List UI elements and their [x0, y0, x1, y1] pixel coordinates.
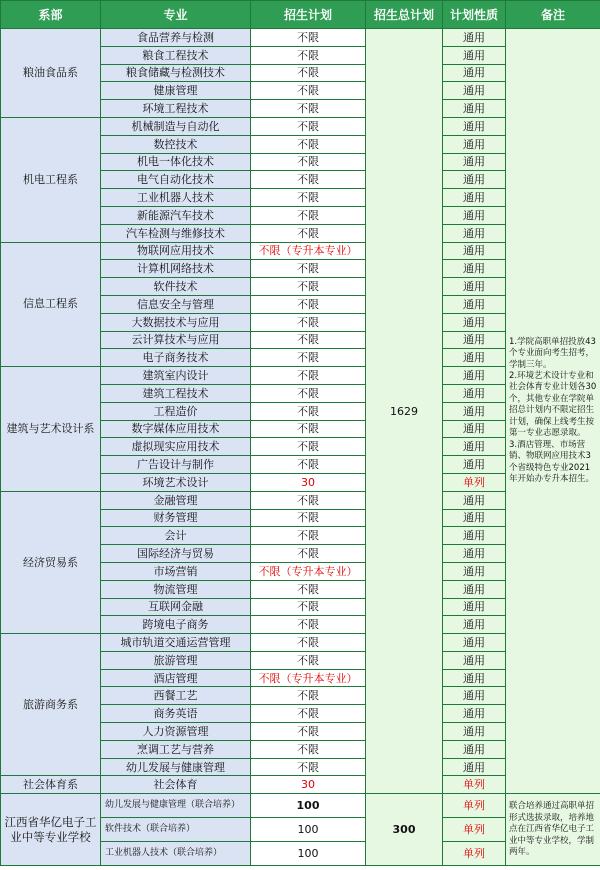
major-name: 人力资源管理	[101, 723, 251, 741]
major-name: 信息安全与管理	[101, 295, 251, 313]
major-name: 西餐工艺	[101, 687, 251, 705]
plan-nature: 通用	[443, 82, 506, 100]
plan-value: 不限	[251, 723, 366, 741]
header-total-plan: 招生总计划	[366, 1, 443, 29]
plan-value: 不限	[251, 438, 366, 456]
plan-value: 不限	[251, 100, 366, 118]
major-name: 建筑工程技术	[101, 384, 251, 402]
plan-value: 不限	[251, 580, 366, 598]
joint-plan-value: 100	[251, 818, 366, 842]
remarks-note: 1.学院高职单招投放43个专业面向考生招考，学制三年。 2.环境艺术设计专业和社会体育专业计划各30个，其他专业在学院单招总计划内不限定招生计划，确保上线考生按第一专业志愿录取。 3.酒店管理、市场营销、物联网应用技术3个省级特色专业2021年开始办专升本招生。	[506, 29, 600, 794]
major-name: 大数据技术与应用	[101, 313, 251, 331]
plan-value: 不限（专升本专业）	[251, 562, 366, 580]
major-name: 环境工程技术	[101, 100, 251, 118]
plan-value: 不限（专升本专业）	[251, 669, 366, 687]
department-name: 社会体育系	[1, 776, 101, 794]
plan-value: 不限	[251, 64, 366, 82]
major-name: 商务英语	[101, 705, 251, 723]
major-name: 工业机器人技术	[101, 189, 251, 207]
plan-nature: 通用	[443, 562, 506, 580]
plan-value: 不限	[251, 420, 366, 438]
plan-nature: 通用	[443, 491, 506, 509]
department-name: 旅游商务系	[1, 634, 101, 776]
major-name: 社会体育	[101, 776, 251, 794]
major-name: 云计算技术与应用	[101, 331, 251, 349]
plan-nature: 通用	[443, 740, 506, 758]
major-name: 新能源汽车技术	[101, 206, 251, 224]
plan-nature: 通用	[443, 616, 506, 634]
joint-major-name: 工业机器人技术（联合培养）	[101, 842, 251, 866]
major-name: 建筑室内设计	[101, 367, 251, 385]
major-name: 互联网金融	[101, 598, 251, 616]
plan-value: 不限	[251, 491, 366, 509]
plan-value: 不限	[251, 278, 366, 296]
plan-value: 不限	[251, 367, 366, 385]
plan-nature: 单列	[443, 776, 506, 794]
plan-value: 不限	[251, 260, 366, 278]
plan-value: 不限	[251, 705, 366, 723]
plan-value: 不限	[251, 46, 366, 64]
header-plan-nature: 计划性质	[443, 1, 506, 29]
major-name: 粮食储藏与检测技术	[101, 64, 251, 82]
joint-plan-nature: 单列	[443, 842, 506, 866]
major-name: 国际经济与贸易	[101, 545, 251, 563]
major-name: 虚拟现实应用技术	[101, 438, 251, 456]
plan-nature: 通用	[443, 313, 506, 331]
major-name: 粮食工程技术	[101, 46, 251, 64]
header-remarks: 备注	[506, 1, 600, 29]
plan-value: 不限	[251, 349, 366, 367]
plan-nature: 通用	[443, 189, 506, 207]
main-body	[1, 29, 600, 794]
plan-value: 不限	[251, 651, 366, 669]
plan-value: 不限	[251, 545, 366, 563]
plan-value: 不限	[251, 758, 366, 776]
plan-value: 不限	[251, 171, 366, 189]
plan-nature: 通用	[443, 153, 506, 171]
plan-nature: 通用	[443, 349, 506, 367]
plan-value: 不限（专升本专业）	[251, 242, 366, 260]
plan-value: 不限	[251, 402, 366, 420]
plan-value: 不限	[251, 616, 366, 634]
major-name: 数字媒体应用技术	[101, 420, 251, 438]
plan-nature: 通用	[443, 171, 506, 189]
plan-nature: 通用	[443, 598, 506, 616]
plan-nature: 通用	[443, 758, 506, 776]
major-name: 计算机网络技术	[101, 260, 251, 278]
plan-value: 不限	[251, 509, 366, 527]
plan-value: 不限	[251, 598, 366, 616]
major-name: 机械制造与自动化	[101, 117, 251, 135]
plan-nature: 通用	[443, 260, 506, 278]
plan-value: 不限	[251, 527, 366, 545]
plan-nature: 通用	[443, 687, 506, 705]
plan-value: 不限	[251, 189, 366, 207]
joint-major-name: 幼儿发展与健康管理（联合培养）	[101, 794, 251, 818]
major-name: 物流管理	[101, 580, 251, 598]
department-name: 机电工程系	[1, 117, 101, 242]
major-name: 广告设计与制作	[101, 456, 251, 474]
department-name: 信息工程系	[1, 242, 101, 367]
plan-value: 不限	[251, 456, 366, 474]
plan-value: 不限	[251, 331, 366, 349]
major-name: 会计	[101, 527, 251, 545]
joint-school-name: 江西省华亿电子工业中等专业学校	[1, 794, 101, 866]
major-name: 环境艺术设计	[101, 473, 251, 491]
plan-nature: 通用	[443, 224, 506, 242]
major-name: 软件技术	[101, 278, 251, 296]
plan-nature: 通用	[443, 634, 506, 652]
plan-nature: 通用	[443, 545, 506, 563]
plan-nature: 通用	[443, 295, 506, 313]
joint-plan-nature: 单列	[443, 794, 506, 818]
plan-value: 不限	[251, 687, 366, 705]
plan-value: 不限	[251, 224, 366, 242]
plan-nature: 通用	[443, 331, 506, 349]
plan-nature: 通用	[443, 580, 506, 598]
plan-nature: 通用	[443, 117, 506, 135]
major-name: 城市轨道交通运营管理	[101, 634, 251, 652]
plan-nature: 通用	[443, 651, 506, 669]
joint-plan-nature: 单列	[443, 818, 506, 842]
major-name: 工程造价	[101, 402, 251, 420]
header-row	[1, 1, 600, 29]
plan-value: 不限	[251, 29, 366, 47]
major-name: 物联网应用技术	[101, 242, 251, 260]
plan-nature: 通用	[443, 402, 506, 420]
plan-nature: 通用	[443, 100, 506, 118]
major-name: 酒店管理	[101, 669, 251, 687]
plan-nature: 通用	[443, 29, 506, 47]
joint-row	[1, 794, 600, 818]
major-name: 金融管理	[101, 491, 251, 509]
joint-total-plan: 300	[366, 794, 443, 866]
plan-value: 不限	[251, 206, 366, 224]
header-department: 系部	[1, 1, 101, 29]
major-name: 旅游管理	[101, 651, 251, 669]
plan-nature: 通用	[443, 669, 506, 687]
plan-nature: 通用	[443, 420, 506, 438]
joint-major-name: 软件技术（联合培养）	[101, 818, 251, 842]
department-name: 建筑与艺术设计系	[1, 367, 101, 492]
major-name: 电气自动化技术	[101, 171, 251, 189]
plan-nature: 通用	[443, 438, 506, 456]
department-name: 经济贸易系	[1, 491, 101, 633]
plan-value: 不限	[251, 135, 366, 153]
joint-plan-value: 100	[251, 842, 366, 866]
plan-value: 不限	[251, 740, 366, 758]
plan-nature: 通用	[443, 527, 506, 545]
plan-nature: 通用	[443, 456, 506, 474]
major-name: 食品营养与检测	[101, 29, 251, 47]
plan-value: 不限	[251, 634, 366, 652]
plan-nature: 单列	[443, 473, 506, 491]
department-name: 粮油食品系	[1, 29, 101, 118]
table-row	[1, 29, 600, 47]
joint-plan-value: 100	[251, 794, 366, 818]
plan-value: 30	[251, 776, 366, 794]
plan-nature: 通用	[443, 509, 506, 527]
plan-nature: 通用	[443, 242, 506, 260]
total-plan-value: 1629	[366, 29, 443, 794]
header-major: 专业	[101, 1, 251, 29]
joint-body	[1, 794, 600, 866]
plan-nature: 通用	[443, 723, 506, 741]
plan-nature: 通用	[443, 278, 506, 296]
plan-nature: 通用	[443, 367, 506, 385]
plan-value: 不限	[251, 313, 366, 331]
header-plan: 招生计划	[251, 1, 366, 29]
plan-nature: 通用	[443, 135, 506, 153]
plan-value: 不限	[251, 295, 366, 313]
plan-value: 30	[251, 473, 366, 491]
plan-nature: 通用	[443, 384, 506, 402]
major-name: 幼儿发展与健康管理	[101, 758, 251, 776]
major-name: 市场营销	[101, 562, 251, 580]
plan-value: 不限	[251, 117, 366, 135]
plan-value: 不限	[251, 153, 366, 171]
major-name: 跨境电子商务	[101, 616, 251, 634]
plan-nature: 通用	[443, 64, 506, 82]
major-name: 烹调工艺与营养	[101, 740, 251, 758]
plan-nature: 通用	[443, 46, 506, 64]
joint-remarks-note: 联合培养通过高职单招形式选拔录取，培养地点在江西省华亿电子工业中等专业学校，学制两年。	[506, 794, 600, 866]
plan-value: 不限	[251, 384, 366, 402]
major-name: 机电一体化技术	[101, 153, 251, 171]
plan-value: 不限	[251, 82, 366, 100]
major-name: 健康管理	[101, 82, 251, 100]
plan-nature: 通用	[443, 206, 506, 224]
plan-nature: 通用	[443, 705, 506, 723]
major-name: 电子商务技术	[101, 349, 251, 367]
major-name: 数控技术	[101, 135, 251, 153]
major-name: 财务管理	[101, 509, 251, 527]
major-name: 汽车检测与维修技术	[101, 224, 251, 242]
